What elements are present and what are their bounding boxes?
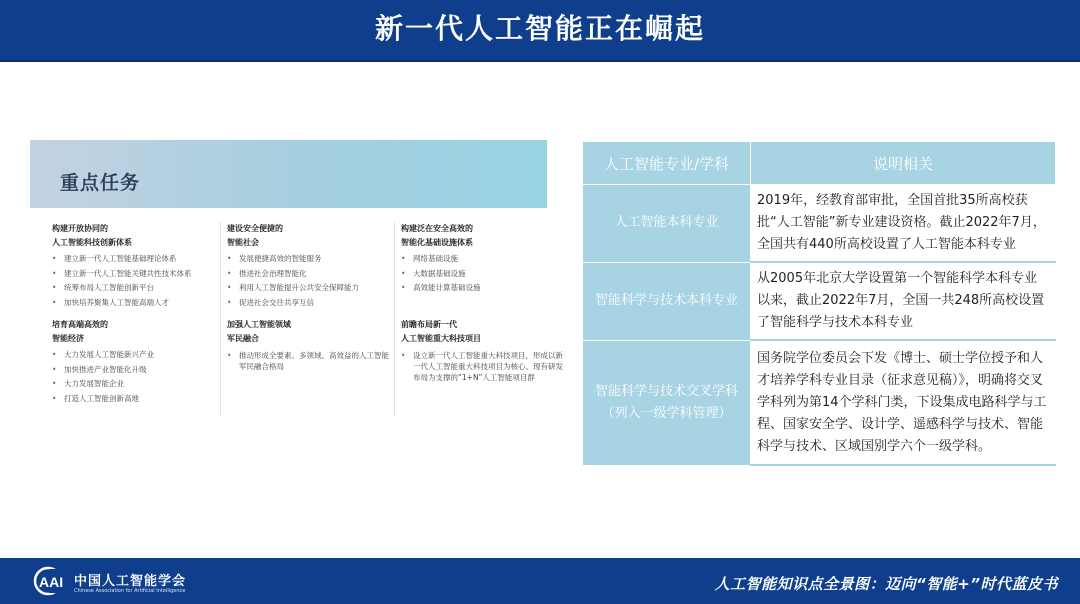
task-title: 建设安全便捷的 (227, 224, 283, 233)
task-bullet: • 建立新一代人工智能基础理论体系 (52, 252, 220, 267)
organization-name-english: Chinese Association for Artificial Intelligence (74, 588, 186, 594)
table-row (583, 340, 1056, 465)
footer-slogan: 人工智能知识点全景图：迈向“智能+”时代蓝皮书 (714, 575, 1058, 593)
task-bullet: • 促进社会交往共享互信 (227, 296, 394, 311)
description-cell: 从2005年北京大学设置第一个智能科学本科专业以来，截止2022年7月，全国一共248所高校设置了智能科学与技术本科专业 (751, 262, 1056, 340)
task-block (52, 318, 220, 416)
task-bullet: • 设立新一代人工智能重大科技项目，形成以新一代人工智能重大科技项目为核心、现有研发布局为支撑的“1+N”人工智能项目群 (401, 350, 569, 383)
task-bullet: • 推动形成全要素、多领域、高效益的人工智能军民融合格局 (227, 350, 394, 372)
table-row (583, 262, 1056, 340)
organization-name: 中国人工智能学会 (74, 574, 187, 589)
key-tasks-title: 重点任务 (60, 172, 141, 194)
task-title: 培育高端高效的 (52, 320, 108, 329)
task-bullet-list (401, 252, 569, 296)
task-block (220, 318, 394, 416)
task-bullet: • 大数据基础设施 (401, 267, 569, 282)
discipline-name-cell (583, 185, 751, 263)
task-bullet: • 加快推进产业智能化升级 (52, 363, 220, 378)
discipline-name: 智能科学与技术本科专业 (594, 293, 738, 308)
task-bullet: • 利用人工智能提升公共安全保障能力 (227, 281, 394, 296)
task-bullet: • 打造人工智能创新高地 (52, 392, 220, 407)
ai-disciplines-table (582, 141, 1056, 466)
discipline-name: 人工智能本科专业 (614, 215, 719, 231)
task-block (52, 222, 220, 318)
task-title: 构建泛在安全高效的 (401, 224, 473, 233)
task-bullet-list (227, 350, 394, 372)
task-block (394, 222, 569, 318)
discipline-name-cell (583, 262, 751, 340)
footer-bar (0, 558, 1080, 604)
page-title: 新一代人工智能正在崛起 (374, 12, 705, 45)
task-title: 加强人工智能领域 (227, 320, 291, 329)
task-bullet: • 高效能计算基础设施 (401, 281, 569, 296)
key-tasks-panel (30, 140, 563, 426)
table-header-row (583, 142, 1056, 185)
logo-text: AAI (39, 574, 64, 590)
title-bar (0, 0, 1080, 62)
task-bullet-list (52, 348, 220, 406)
task-bullet: • 加快培养聚集人工智能高端人才 (52, 296, 220, 311)
table-row (583, 185, 1056, 263)
task-title: 智能化基础设施体系 (401, 238, 473, 247)
task-title: 前瞻布局新一代 (401, 320, 457, 329)
task-bullet: • 发展便捷高效的智能服务 (227, 252, 394, 267)
task-title: 人工智能重大科技项目 (401, 334, 481, 343)
task-title: 人工智能科技创新体系 (52, 238, 132, 247)
task-bullet-list (52, 252, 220, 310)
task-bullet: • 推进社会治理智能化 (227, 267, 394, 282)
task-bullet: • 建立新一代人工智能关键共性技术体系 (52, 267, 220, 282)
caai-logo (33, 565, 71, 597)
discipline-name: 智能科学与技术交叉学科 (594, 383, 738, 399)
key-tasks-banner (30, 140, 547, 208)
task-bullet: • 网络基础设施 (401, 252, 569, 267)
task-bullet: • 大力发展智能企业 (52, 377, 220, 392)
task-bullet-list (401, 350, 569, 383)
discipline-name-note: （列入一级学科管理） (601, 405, 732, 421)
key-tasks-grid (30, 222, 563, 416)
column-header-description: 说明相关 (751, 142, 1056, 185)
task-title: 智能经济 (52, 334, 84, 343)
description-cell: 国务院学位委员会下发《博士、硕士学位授予和人才培养学科专业目录（征求意见稿）》，明确将交叉学科列为第14个学科门类，下设集成电路科学与工程、国家安全学、设计学、遥感科学与技术、智能科学与技术、区域国别学六个一级学科。 (751, 340, 1056, 465)
task-title: 军民融合 (227, 334, 259, 343)
column-header-discipline: 人工智能专业/学科 (583, 142, 751, 185)
task-block (220, 222, 394, 318)
task-bullet: • 统筹布局人工智能创新平台 (52, 281, 220, 296)
task-bullet-list (227, 252, 394, 310)
description-cell: 2019年，经教育部审批，全国首批35所高校获批“人工智能”新专业建设资格。截止2022年7月，全国共有440所高校设置了人工智能本科专业 (751, 185, 1056, 263)
task-title: 构建开放协同的 (52, 224, 108, 233)
task-bullet: • 大力发展人工智能新兴产业 (52, 348, 220, 363)
task-title: 智能社会 (227, 238, 259, 247)
task-block (394, 318, 569, 416)
discipline-name-cell (583, 340, 751, 465)
